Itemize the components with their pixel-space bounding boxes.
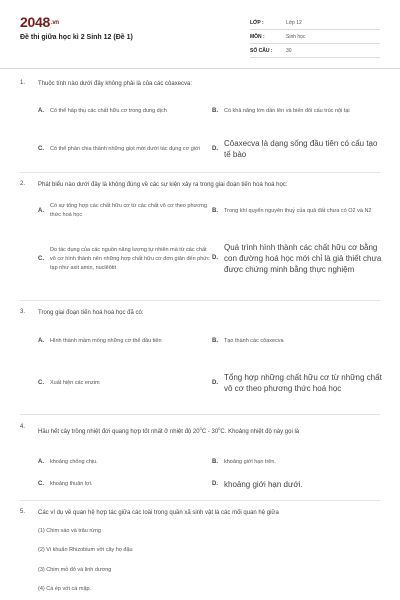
meta-row-count	[250, 44, 380, 58]
option-letter: A.	[38, 207, 44, 214]
option-text: Xuất hiện các enzim	[50, 379, 100, 386]
meta-value: Lớp 12	[286, 19, 302, 26]
question-text: Trong giai đoạn tiến hoá hoá học đã có:	[38, 310, 144, 316]
option-c[interactable]	[38, 377, 213, 389]
option-text: Có sự tổng hợp các chất hữu cơ từ các chất vô cơ theo phương thức hoá học	[50, 203, 207, 218]
option-letter: D.	[212, 145, 218, 152]
option-d[interactable]	[212, 477, 384, 491]
option-text: Trong khí quyển nguyên thuỷ của quả đất chưa có O2 và N2	[224, 207, 372, 214]
option-text: Có thể hấp thụ các chất hữu cơ trong dung dịch	[50, 107, 167, 114]
option-text: Hình thành mầm mống những cơ thể đầu tiên	[50, 337, 162, 344]
option-text: Có thể phân chia thành những giọt mới dưới tác dụng cơ giới	[50, 145, 200, 152]
question-text: Các ví dụ về quan hệ hợp tác giữa các loài trong quần xã sinh vật là các mối quan hệ giữa	[38, 510, 279, 516]
option-letter: A.	[38, 458, 44, 465]
option-letter: C.	[38, 255, 44, 262]
option-b[interactable]	[212, 100, 384, 122]
option-c[interactable]	[38, 478, 213, 490]
option-c[interactable]	[38, 238, 213, 280]
option-letter: A.	[38, 107, 44, 114]
question-number: 4.	[20, 424, 26, 430]
question-text-part: C - 30	[201, 429, 219, 435]
question-number: 2.	[20, 181, 26, 187]
question-text	[38, 424, 383, 437]
header-divider	[0, 68, 400, 69]
question-divider	[20, 414, 380, 415]
option-text: Côaxecva là dạng sống đầu tiên có cấu tạo tế bào	[224, 139, 378, 159]
option-d[interactable]	[212, 234, 384, 282]
option-text: khoảng thuận lợi.	[50, 480, 93, 487]
option-b[interactable]	[212, 456, 384, 468]
question-divider	[20, 300, 380, 301]
list-item: (2) Vi khuẩn Rhizobium với cây họ đậu	[38, 547, 133, 553]
option-letter: C.	[38, 480, 44, 487]
option-a[interactable]	[38, 456, 213, 468]
exam-title: Đề thi giữa học kì 2 Sinh 12 (Đề 1)	[20, 34, 133, 41]
question-divider	[20, 500, 380, 501]
option-letter: B.	[212, 337, 218, 344]
option-letter: B.	[212, 458, 218, 465]
option-a[interactable]	[38, 330, 213, 352]
logo[interactable]	[20, 14, 59, 30]
option-letter: B.	[212, 107, 218, 114]
question-number: 3.	[20, 309, 26, 315]
option-letter: D.	[212, 254, 218, 261]
question-text-part: Hầu hết cây trồng nhiệt đới quang hợp tốt nhất ở nhiệt độ 20	[38, 429, 200, 435]
option-letter: C.	[38, 145, 44, 152]
question-number: 5.	[20, 509, 26, 515]
meta-label: MÔN :	[250, 33, 265, 40]
option-d[interactable]	[212, 364, 384, 402]
logo-main: 2048	[20, 14, 50, 30]
meta-value: Sinh học	[286, 33, 306, 40]
meta-label: LỚP :	[250, 19, 264, 26]
meta-label: SỐ CÂU :	[250, 47, 273, 54]
option-a[interactable]	[38, 100, 213, 122]
logo-suffix: .vn	[50, 20, 59, 27]
option-text: Có khả năng lớn dần lên và biến đổi cấu trúc nội tại	[224, 107, 350, 114]
list-item: (1) Chim sáo và trâu rừng	[38, 528, 101, 534]
meta-row-subject	[250, 30, 380, 44]
question-text: Phát biểu nào dưới đây là không đúng về các sự kiện xảy ra trong giai đoạn tiến hoá hoá học:	[38, 182, 288, 188]
option-b[interactable]	[212, 335, 384, 347]
question-text: Thuộc tính nào dưới đây không phải là của các côaxecva:	[38, 81, 193, 87]
option-text: Quá trình hình thành các chất hữu cơ bằng con đường hoá học mới chỉ là giả thiết chưa được chứng minh bằng thực nghiệm	[224, 242, 382, 274]
option-c[interactable]	[38, 138, 213, 160]
option-d[interactable]	[212, 136, 384, 162]
question-number: 1.	[20, 80, 26, 86]
option-letter: D.	[212, 480, 218, 487]
option-text: Tổng hợp những chất hữu cơ từ những chất vô cơ theo phương thức hoá học	[224, 373, 382, 393]
list-item: (3) Chim mỏ đỏ và linh dương	[38, 567, 112, 573]
header	[0, 0, 400, 68]
question-divider	[20, 172, 380, 173]
degree-sup: 0	[218, 426, 221, 431]
meta-row-class	[250, 16, 380, 30]
meta-value: 30	[286, 47, 292, 54]
option-text: khoảng giới hạn dưới.	[224, 479, 303, 489]
question-text-part: C. Khoảng nhiệt độ này gọi là	[220, 429, 300, 435]
degree-sup: 0	[199, 426, 202, 431]
option-text: khoảng chống chịu.	[50, 458, 98, 465]
list-item: (4) Cá ép với cá mập.	[38, 586, 92, 592]
option-text: khoảng giới hạn trên.	[224, 458, 276, 465]
option-letter: B.	[212, 207, 218, 214]
option-text: Tạo thành các côaxecva	[224, 337, 284, 344]
meta-table	[250, 16, 380, 58]
option-a[interactable]	[38, 200, 213, 222]
option-letter: D.	[212, 379, 218, 386]
option-letter: A.	[38, 337, 44, 344]
option-letter: C.	[38, 379, 44, 386]
option-b[interactable]	[212, 200, 384, 222]
option-text: Do tác dụng của các nguồn năng lượng tự nhiên mà từ các chất vô cơ hình thành nên những hợp chất hữu cơ đơn giản đến phức tạp như axit amin, nuclêôtit	[50, 246, 210, 271]
